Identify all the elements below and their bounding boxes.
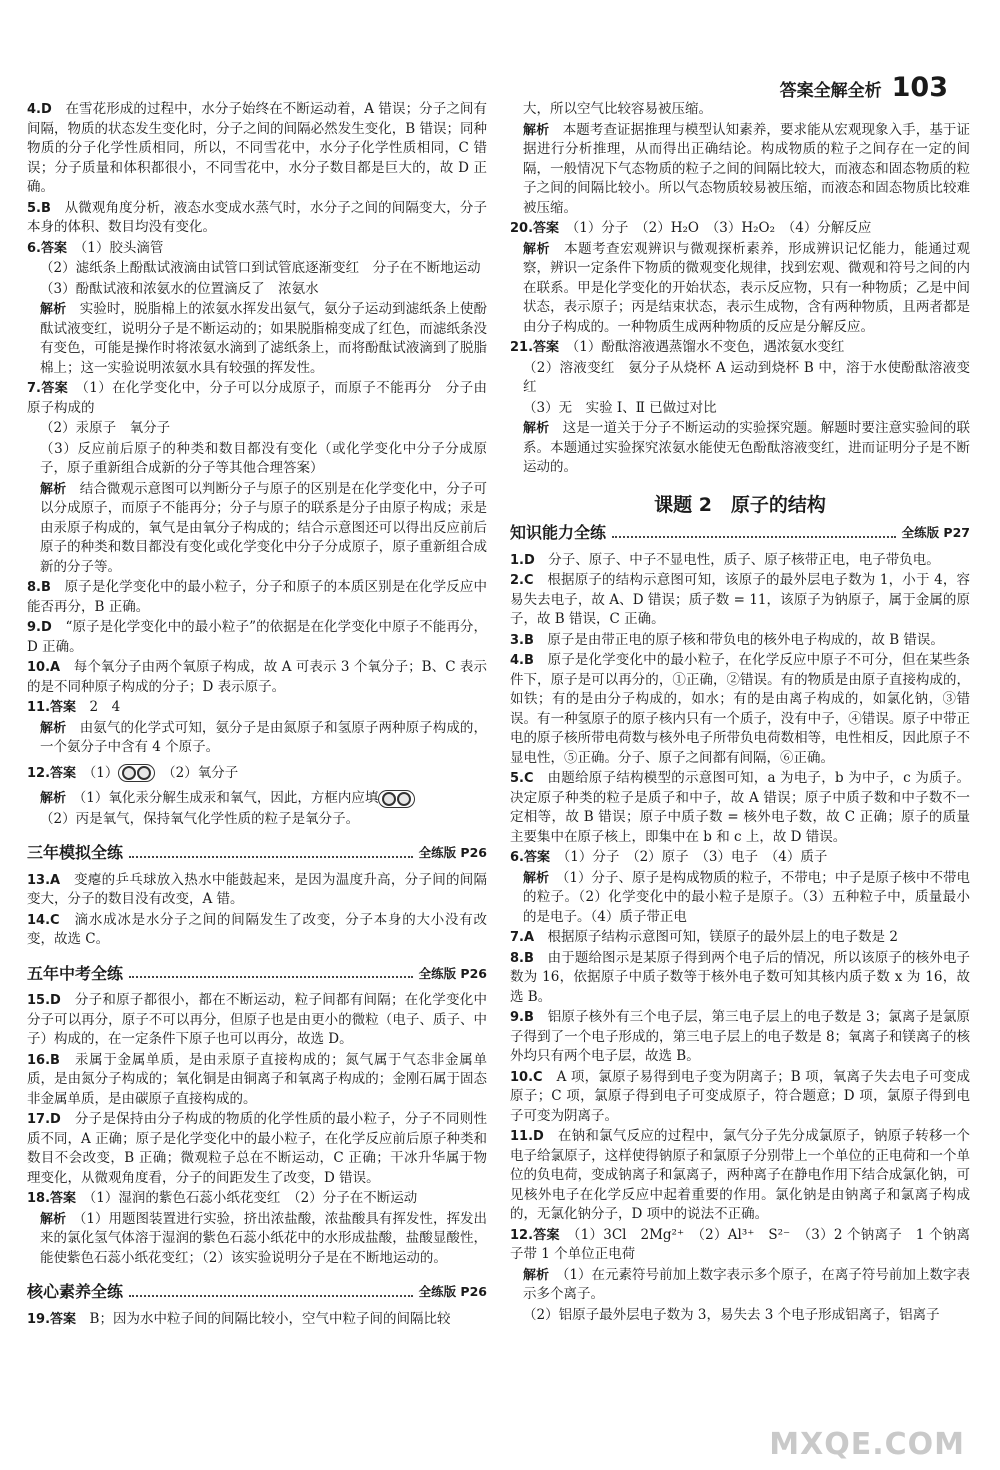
answer-text: 滴水成冰是水分子之间的间隔发生了改变，分子本身的大小没有改变，故选 C。	[27, 911, 488, 947]
section-title: 三年模拟全练	[27, 843, 124, 862]
q-num: 6.	[510, 850, 524, 865]
section-divider	[129, 1287, 413, 1297]
header-title: 答案全解全析	[779, 81, 882, 101]
section-knowledge	[510, 523, 970, 543]
section-five-year	[27, 964, 487, 984]
answer-text: （2）汞原子 氧分子	[40, 420, 171, 436]
answer-4	[27, 100, 487, 198]
answer-17	[27, 1110, 487, 1188]
section-three-year	[27, 843, 487, 863]
oxygen-atom-icon	[382, 792, 396, 806]
analysis-text: 实验时，脱脂棉上的浓氨水挥发出氨气，氨分子运动到滤纸条上使酚酞试液变红，说明分子是不断运动的；如果脱脂棉变成了红色，而滤纸条没有变色，可能是操作时将浓氨水滴到了滤纸条上，而将酚酞试液滴到了脱脂棉上；这一实验说明浓氨水具有较强的挥发性。	[40, 301, 487, 376]
analysis-18	[27, 1210, 487, 1269]
answer-text: （2）氧分子	[168, 764, 239, 781]
section-ref: 全练版 P27	[901, 525, 970, 540]
answer-r2	[510, 571, 970, 630]
answer-16	[27, 1051, 487, 1110]
analysis-text: 这是一道关于分子不断运动的实验探究题。解题时要注意实验间的联系。本题通过实验探究浓氨水能使无色酚酞溶液变红，进而证明分子是不断运动的。	[523, 420, 970, 475]
analysis-label: 解析	[40, 1211, 67, 1227]
answer-r6	[510, 848, 970, 868]
answer-7	[27, 379, 487, 418]
q-num: 9.B	[510, 1010, 534, 1025]
analysis-21	[510, 419, 970, 478]
analysis-text: （2）铝原子最外层电子数为 3，易失去 3 个电子形成铝离子，铝离子	[523, 1306, 940, 1323]
analysis-20	[510, 240, 970, 338]
answer-6	[27, 239, 487, 259]
analysis-label: 解析	[40, 720, 67, 736]
answer-text: （1）湿润的紫色石蕊小纸花变红 （2）分子在不断运动	[89, 1190, 418, 1206]
analysis-text: 本题考查证据推理与模型认知素养，要求能从宏观现象入手，基于证据进行分析推理，从而得出正确结论。构成物质的粒子之间存在一定的间隔，一般情况下气态物质的粒子之间的间隔比较大，而液态和固态物质的粒子之间的间隔比较小。所以气态物质较易被压缩，而液态和固态物质比较难被压缩。	[523, 121, 970, 216]
q-num: 4.D	[27, 102, 52, 117]
answer-label: 答案	[533, 340, 560, 355]
analysis-label: 解析	[523, 241, 551, 257]
answer-label: 答案	[40, 381, 69, 396]
answer-label: 答案	[50, 1311, 77, 1327]
left-column	[27, 100, 487, 1330]
answer-r10	[510, 1068, 970, 1127]
q-num: 11.	[27, 700, 51, 715]
analysis-text: 本题考查宏观辨识与微观探析素养，形成辨识记忆能力，能通过观察，辨识一定条件下物质的微观变化规律，找到宏观、微观和符号之间的内在联系。甲是化学变化的开始状态，表示反应物，只有一种物质；乙是中间状态，表示原子；丙是结束状态，表示生成物，含有两种物质，且两者都是由分子构成的。一种物质生成两种物质的反应是分解反应。	[523, 240, 970, 335]
answer-text: （1）酚酞溶液遇蒸馏水不变色，遇浓氨水变红	[572, 339, 845, 355]
analysis-label: 解析	[523, 1267, 550, 1283]
q-num: 15.D	[27, 993, 61, 1008]
answer-11	[27, 698, 487, 718]
answer-text: A 项，氯原子易得到电子变为阴离子；B 项，氧离子失去电子可变成原子；C 项，氯原子得到电子可变成原子，符合题意；D 项，氯原子得到电子可变为阴离子。	[510, 1068, 970, 1124]
analysis-label: 解析	[523, 870, 550, 886]
answer-label: 答案	[533, 1227, 560, 1243]
analysis-19	[510, 121, 970, 219]
answer-18	[27, 1189, 487, 1209]
section-title: 知识能力全练	[510, 523, 607, 542]
analysis-label: 解析	[40, 481, 67, 497]
analysis-text: （2）丙是氧气，保持氧气化学性质的粒子是氧分子。	[40, 810, 360, 827]
analysis-label: 解析	[40, 791, 67, 806]
answer-text: 在雪花形成的过程中，水分子始终在不断运动着，A 错误；分子之间有间隔，物质的状态发生变化时，分子之间的间隔必然发生变化，B 错误；同种物质的分子化学性质相同，所以，不同雪花中，水分子化学性质相同，C 错误；分子质量和体积都很小，不同雪花中，水分子数目都是巨大的，故 D 正确。	[27, 101, 487, 195]
answer-text: （1）胶头滴管	[80, 239, 164, 256]
section-title: 五年中考全练	[27, 963, 124, 983]
analysis-text: （1）氧化汞分解生成汞和氧气，因此，方框内应填	[79, 790, 379, 806]
analysis-label: 解析	[40, 302, 67, 317]
analysis-label: 解析	[523, 122, 550, 138]
answer-text: 2 4	[89, 699, 121, 715]
answer-text: 由题给原子结构模型的示意图可知，a 为电子，b 为中子，c 为质子。决定原子种类的粒子是质子和中子，故 A 错误；原子中质子数和中子数不一定相等，故 B 错误；原子中质子数 = 核外电子数，故 C 正确；原子的质量主要集中在原子核上，即集中在 b 和 c 上，故 D 错误。	[510, 770, 971, 845]
section-ref: 全练版 P26	[418, 845, 487, 860]
analysis-12	[27, 789, 487, 809]
site-watermark: MXQE.COM	[769, 1427, 965, 1462]
analysis-text: 结合微观示意图可以判断分子与原子的区别是在化学变化中，分子可以分成原子，而原子不能再分；分子与原子的联系是分子由原子构成；汞是由汞原子构成的，氧气是由氧分子构成的；结合示意图还可以得出反应前后原子的种类和数目都没有变化或化学变化中分子分成原子，原子重新组合成新的分子等。	[40, 480, 487, 575]
answer-text: 分子是保持由分子构成的物质的化学性质的最小粒子，分子不同则性质不同，A 正确；原子是化学变化中的最小粒子，在化学反应前后原子种类和数目不会改变，B 正确；微观粒子总在不断运动，C 正确；干冰升华属于物理变化，从微观角度看，分子的间距发生了改变，D 错误。	[27, 1111, 488, 1186]
answer-text: （3）酚酞试液和浓氨水的位置滴反了 浓氨水	[40, 280, 319, 297]
q-num: 8.B	[27, 580, 51, 595]
analysis-label: 解析	[523, 421, 550, 436]
answer-text: （3）无 实验 Ⅰ、Ⅱ 已做过对比	[523, 399, 717, 416]
q-num: 3.B	[510, 632, 534, 648]
answer-text: （1）3Cl 2Mg²⁺ （2）Al³⁺ S²⁻ （3）2 个钠离子 1 个钠离子带 1 个单位正电荷	[510, 1226, 970, 1262]
section-divider	[129, 848, 413, 858]
section-divider	[129, 968, 413, 978]
answer-r4	[510, 651, 970, 768]
answer-text: B；因为水中粒子间的间隔比较小，空气中粒子间的间隔比较	[89, 1310, 451, 1327]
answer-r9	[510, 1008, 970, 1067]
answer-text: 在钠和氯气反应的过程中，氯气分子先分成氯原子，钠原子转移一个电子给氯原子，这样使得钠原子和氯原子分别带上一个单位的正电荷和一个单位的负电荷，变成钠离子和氯离子，两种离子在静电作用下结合成氯化钠，可见核外电子在化学反应中起着重要的作用。氯化钠是由钠离子和氯离子构成的，无氯化钠分子，D 项中的说法不正确。	[510, 1128, 971, 1222]
answer-text: 原子是化学变化中的最小粒子，分子和原子的本质区别是在化学反应中能否再分，B 正确。	[27, 579, 488, 615]
section-ref: 全练版 P26	[418, 1284, 487, 1299]
analysis-text: （1）分子、原子是构成物质的粒子，不带电；中子是原子核中不带电的粒子。（2）化学变化中的最小粒子是原子。（3）五种粒子中，质量最小的是电子。（4）质子带正电	[523, 869, 970, 925]
answer-15	[27, 991, 487, 1050]
q-num: 18.	[27, 1191, 51, 1206]
answer-text: （3）反应前后原子的种类和数目都没有变化（或化学变化中分子分成原子，原子重新组合成新的分子等其他合理答案）	[40, 440, 487, 476]
answer-14	[27, 911, 487, 950]
section-title: 核心素养全练	[27, 1282, 124, 1301]
analysis-r12	[510, 1266, 970, 1305]
answer-text: 分子和原子都很小，都在不断运动，粒子间都有间隔；在化学变化中分子可以再分，原子不可以再分，但原子也是由更小的微粒（电子、质子、中子）构成的，在一定条件下原子也可以再分，故选 D。	[27, 992, 488, 1047]
page-number: 103	[891, 72, 948, 103]
q-num: 10.A	[27, 660, 61, 675]
answer-text: 每个氧分子由两个氧原子构成，故 A 可表示 3 个氧分子；B、C 表示的是不同种原子构成的分子；D 表示原子。	[27, 659, 488, 695]
answer-r3	[510, 631, 970, 651]
analysis-7	[27, 480, 487, 578]
q-num: 13.A	[27, 872, 61, 888]
oxygen-molecule-icon	[378, 790, 415, 808]
q-num: 12.	[27, 765, 51, 781]
oxygen-atom-icon	[122, 766, 136, 780]
analysis-r6	[510, 869, 970, 928]
answer-8	[27, 578, 487, 617]
oxygen-atom-icon	[137, 766, 151, 780]
q-num: 6.	[27, 240, 41, 256]
analysis-text: 由氨气的化学式可知，氨分子是由氮原子和氢原子两种原子构成的，一个氨分子中含有 4 个原子。	[40, 719, 487, 755]
q-num: 19.	[27, 1311, 51, 1327]
analysis-6	[27, 300, 487, 378]
page-header	[780, 72, 948, 103]
answer-text: 从微观角度分析，液态水变成水蒸气时，水分子之间的间隔变大，分子本身的体积、数目均没有变化。	[27, 199, 488, 235]
answer-text: “原子是化学变化中的最小粒子”的依据是在化学变化中原子不能再分，D 正确。	[27, 619, 488, 655]
answer-20	[510, 219, 970, 239]
answer-text: 原子是由带正电的原子核和带负电的核外电子构成的，故 B 错误。	[547, 631, 944, 648]
q-num: 10.C	[510, 1069, 543, 1085]
q-num: 7.A	[510, 930, 535, 945]
section-ref: 全练版 P26	[418, 965, 487, 981]
q-num: 20.	[510, 221, 534, 236]
answer-text: 分子、原子、中子不显电性，质子、原子核带正电，电子带负电。	[548, 551, 940, 568]
answer-12: 12.答案 （1） （2）氧分子	[27, 764, 239, 781]
answer-9	[27, 618, 487, 657]
answer-label: 答案	[50, 1191, 77, 1206]
answer-text: 原子是化学变化中的最小粒子，在化学反应中原子不可分，但在某些条件下，原子是可以再分的，①正确，②错误。有的物质是由原子直接构成的，如铁；有的是由分子构成的，如水；有的是由离子构成的，如氯化钠，③错误。有一种氢原子的原子核内只有一个质子，没有中子，④错误。原子中带正电的原子核所带电荷数与核外电子所带负电荷数相等，电性相反，因此原子不显电性，⑤正确。分子、原子之间都有间隔，⑥正确。	[510, 652, 971, 766]
q-num: 8.B	[510, 950, 534, 966]
q-num: 14.C	[27, 912, 60, 928]
answer-label: 答案	[533, 221, 560, 236]
answer-text: 大，所以空气比较容易被压缩。	[523, 101, 712, 117]
answer-19	[27, 1310, 487, 1330]
answer-r8	[510, 949, 970, 1008]
answer-text: （1）分子 （2）H₂O （3）H₂O₂ （4）分解反应	[572, 220, 872, 236]
answer-text: （2）溶液变红 氨分子从烧杯 A 运动到烧杯 B 中，溶于水使酚酞溶液变红	[523, 359, 970, 395]
q-num: 9.D	[27, 620, 52, 635]
answer-r12	[510, 1226, 970, 1265]
answer-text: （1）分子 （2）原子 （3）电子 （4）质子	[563, 849, 828, 865]
q-num: 16.B	[27, 1052, 60, 1068]
q-num: 2.C	[510, 573, 534, 588]
answer-text: 铝原子核外有三个电子层，第三电子层上的电子数是 3；氯离子是氯原子得到了一个电子形成的，第三电子层上的电子数是 8；氧离子和镁离子的核外均只有两个电子层，故选 B。	[510, 1009, 970, 1064]
answer-13	[27, 871, 487, 910]
q-num: 5.C	[510, 771, 534, 786]
answer-5	[27, 199, 487, 238]
q-num: 21.	[510, 340, 534, 355]
section-core-literacy	[27, 1282, 487, 1302]
answer-r7	[510, 928, 970, 948]
oxygen-atom-icon	[397, 792, 411, 806]
answer-text: （1）在化学变化中，分子可以分成原子，而原子不能再分 分子由原子构成的	[27, 380, 487, 416]
answer-10	[27, 658, 487, 697]
q-num: 5.B	[27, 200, 51, 216]
answer-label: 答案	[50, 700, 77, 715]
answer-r11	[510, 1127, 970, 1225]
analysis-text: （1）在元素符号前加上数字表示多个原子，在离子符号前加上数字表示多个离子。	[523, 1266, 970, 1302]
q-num: 7.	[27, 381, 41, 396]
q-num: 1.D	[510, 552, 535, 568]
answer-text: 变瘪的乒乓球放入热水中能鼓起来，是因为温度升高，分子间的间隔变大，分子的数目没有改变，A 错。	[27, 871, 488, 907]
analysis-11	[27, 719, 487, 758]
analysis-text: （1）用题图装置进行实验，挤出浓盐酸，浓盐酸具有挥发性，挥发出来的氯化氢气体溶于湿润的紫色石蕊小纸花中的水形成盐酸，盐酸显酸性，能使紫色石蕊小纸花变红；（2）该实验说明分子是在不断地运动的。	[40, 1210, 487, 1266]
answer-r1	[510, 551, 970, 571]
answer-text: 根据原子的结构示意图可知，该原子的最外层电子数为 1，小于 4，容易失去电子，故 A、D 错误；质子数 = 11，该原子为钠原子，属于金属的原子，故 B 错误，C 正确。	[510, 572, 971, 627]
answer-label: 答案	[523, 850, 550, 865]
answer-r5	[510, 769, 970, 847]
answer-label: 答案	[40, 240, 67, 256]
q-num: 17.D	[27, 1112, 61, 1127]
section-divider	[612, 528, 896, 538]
answer-text: 根据原子结构示意图可知，镁原子的最外层上的电子数是 2	[547, 929, 898, 945]
q-num: 11.D	[510, 1129, 544, 1144]
answer-21	[510, 338, 970, 358]
answer-text: 汞属于金属单质，是由汞原子直接构成的；氮气属于气态非金属单质，是由氮分子构成的；氧化铜是由铜离子和氧离子构成的；金刚石属于固态非金属单质，是由碳原子直接构成的。	[27, 1051, 488, 1107]
answer-label: 答案	[50, 765, 77, 781]
answer-text: （2）滤纸条上酚酞试液滴由试管口到试管底逐渐变红 分子在不断地运动	[40, 260, 481, 276]
q-num: 12.	[510, 1227, 534, 1243]
q-num: 4.B	[510, 653, 534, 668]
oxygen-molecule-icon	[118, 764, 155, 782]
lesson-title: 课题 2 原子的结构	[654, 493, 826, 516]
right-column	[510, 100, 970, 1326]
answer-text: 由于题给图示是某原子得到两个电子后的情况，所以该原子的核外电子数为 16，依据原子中质子数等于核外电子数可知其核内质子数 x 为 16，故选 B。	[510, 949, 971, 1005]
